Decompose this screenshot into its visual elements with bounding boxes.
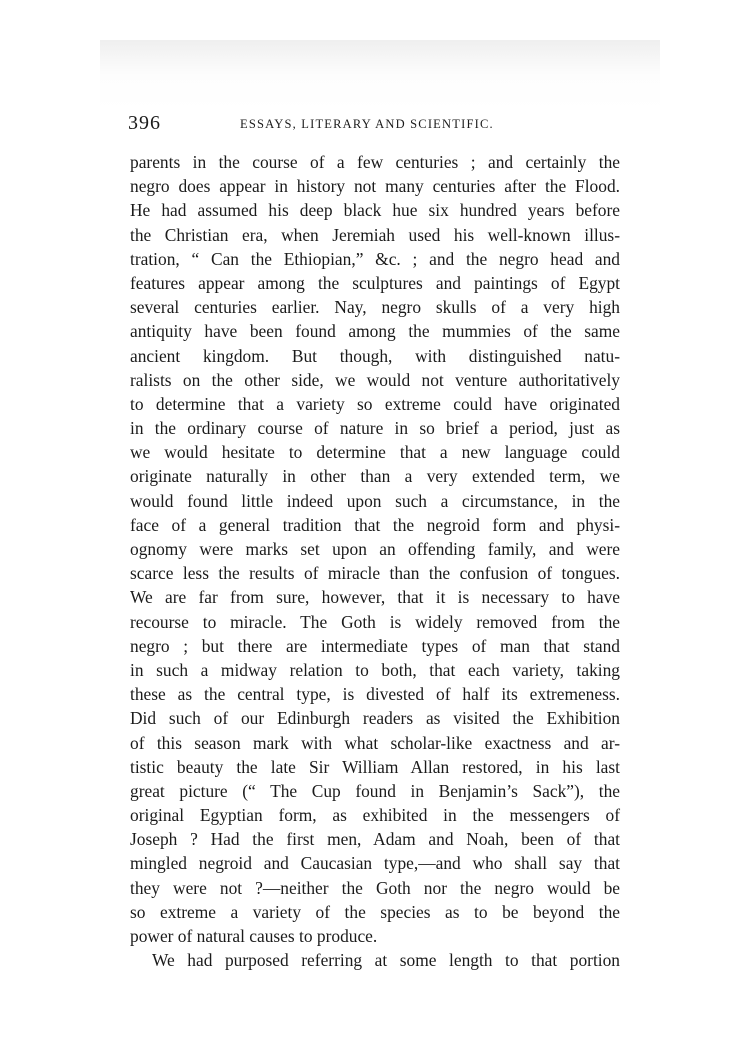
text-line: we would hesitate to determine that a new language could (130, 442, 620, 463)
body-text (130, 150, 620, 972)
text-line: features appear among the sculptures and paintings of Egypt (130, 272, 620, 293)
text-line: antiquity have been found among the mummies of the same (130, 321, 620, 342)
text-line: ognomy were marks set upon an offending family, and were (130, 539, 620, 559)
text-line: Joseph ? Had the first men, Adam and Noah, been of that (130, 829, 620, 850)
text-line: He had assumed his deep black hue six hundred years before (130, 200, 620, 221)
text-line: in such a midway relation to both, that each variety, taking (130, 659, 620, 680)
text-line: negro ; but there are intermediate types of man that stand (130, 635, 620, 656)
text-line: of this season mark with what scholar-like exactness and ar- (130, 732, 620, 753)
text-line: they were not ?—neither the Goth nor the negro would be (130, 877, 620, 898)
text-line: negro does appear in history not many centuries after the Flood. (130, 176, 620, 197)
text-line: the Christian era, when Jeremiah used his well-known illus- (130, 224, 620, 245)
text-line: several centuries earlier. Nay, negro skulls of a very high (130, 297, 620, 318)
text-line: face of a general tradition that the negroid form and physi- (130, 514, 620, 535)
running-head (128, 112, 628, 138)
text-line: scarce less the results of miracle than the confusion of tongues. (130, 563, 620, 584)
text-line: in the ordinary course of nature in so brief a period, just as (130, 418, 620, 439)
text-line: recourse to miracle. The Goth is widely removed from the (130, 611, 620, 632)
running-title: ESSAYS, LITERARY AND SCIENTIFIC. (240, 117, 494, 131)
text-line: great picture (“ The Cup found in Benjamin’s Sack”), the (130, 780, 620, 801)
text-line: original Egyptian form, as exhibited in the messengers of (130, 805, 620, 826)
text-line: tistic beauty the late Sir William Allan restored, in his last (130, 756, 620, 777)
text-line: originate naturally in other than a very extended term, we (130, 466, 620, 487)
text-line: ralists on the other side, we would not venture authoritatively (130, 369, 620, 390)
paragraph-start-line: We had purposed referring at some length to that portion (152, 950, 620, 971)
text-line: ancient kingdom. But though, with distinguished natu- (130, 345, 620, 366)
text-line: We are far from sure, however, that it is necessary to have (130, 587, 620, 608)
text-line: Did such of our Edinburgh readers as visited the Exhibition (130, 708, 620, 729)
text-line: these as the central type, is divested of half its extremeness. (130, 684, 620, 705)
text-line: would found little indeed upon such a circumstance, in the (130, 490, 620, 511)
paragraph-end-line: power of natural causes to produce. (130, 926, 378, 946)
text-line: tration, “ Can the Ethiopian,” &c. ; and the negro head and (130, 248, 620, 269)
text-line: parents in the course of a few centuries ; and certainly the (130, 152, 620, 172)
text-line: to determine that a variety so extreme could have originated (130, 393, 620, 414)
scan-shadow (100, 40, 660, 110)
page-number: 396 (128, 112, 161, 134)
text-line: so extreme a variety of the species as to be beyond the (130, 901, 620, 922)
text-line: mingled negroid and Caucasian type,—and who shall say that (130, 853, 620, 874)
